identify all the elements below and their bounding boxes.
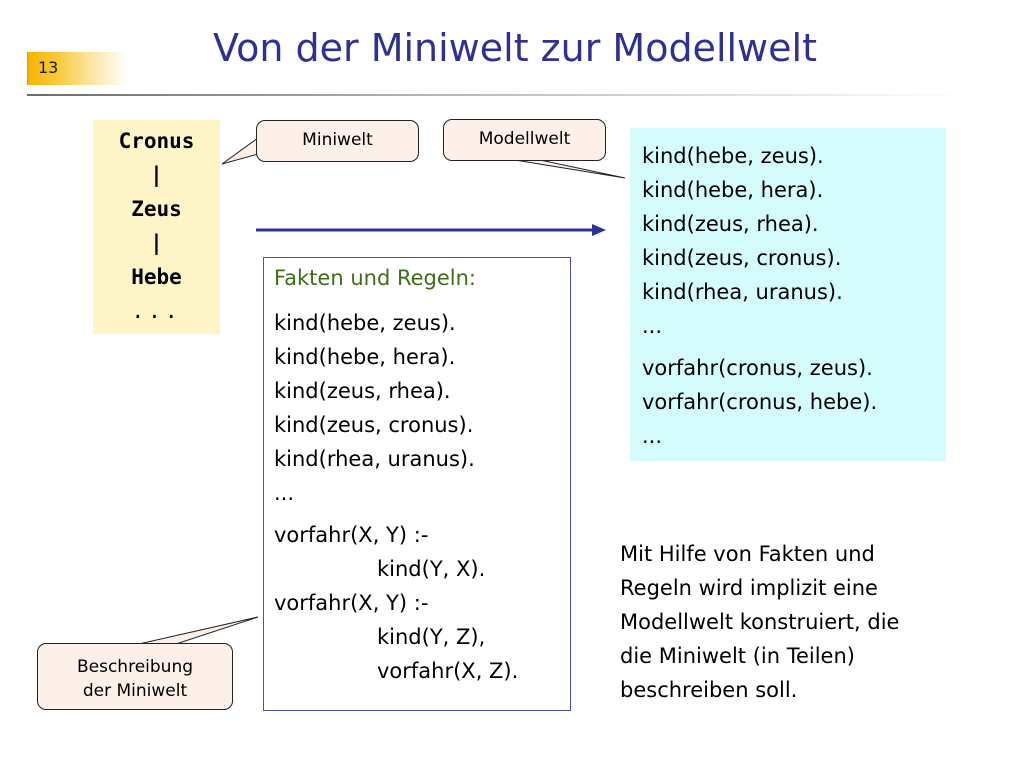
miniwelt-pointer [222, 138, 258, 164]
miniworld-line: Cronus [118, 129, 195, 153]
spacer [642, 343, 946, 351]
facts-and-rules-box [263, 257, 571, 711]
model-fact-line: kind(zeus, cronus). [642, 246, 842, 270]
model-derived-line: vorfahr(cronus, zeus). [642, 356, 873, 380]
model-fact-line: kind(rhea, uranus). [642, 280, 843, 304]
callout-miniwelt [256, 120, 419, 162]
miniworld-line: | [150, 163, 163, 187]
rule-line: vorfahr(X, Y) :- [274, 591, 429, 615]
callout-modellwelt [443, 119, 606, 161]
fact-line: kind(zeus, rhea). [274, 379, 451, 403]
beschreibung-pointer [130, 617, 258, 646]
explanation-line: beschreiben soll. [620, 678, 798, 702]
model-world-box [630, 128, 946, 461]
miniworld-line: Hebe [131, 265, 182, 289]
explanation-line: Modellwelt konstruiert, die [620, 610, 900, 634]
page-title: Von der Miniwelt zur Modellwelt [213, 26, 817, 70]
callout-beschreibung [37, 643, 233, 710]
rule-line: vorfahr(X, Z). [377, 659, 519, 683]
miniworld-ellipsis: ... [131, 299, 182, 323]
explanation-line: die Miniwelt (in Teilen) [620, 644, 855, 668]
model-derived-line: vorfahr(cronus, hebe). [642, 390, 878, 414]
model-derived-line: ... [642, 424, 663, 448]
modellwelt-pointer [515, 160, 625, 178]
callout-miniwelt-label: Miniwelt [302, 130, 373, 150]
explanation-line: Regeln wird implizit eine [620, 576, 878, 600]
miniworld-line: Zeus [131, 197, 182, 221]
model-fact-line: kind(hebe, zeus). [642, 144, 824, 168]
fact-line: kind(rhea, uranus). [274, 447, 475, 471]
rule-line: kind(Y, X). [377, 557, 486, 581]
explanation-line: Mit Hilfe von Fakten und [620, 542, 875, 566]
fact-line: kind(zeus, cronus). [274, 413, 474, 437]
explanation-text [620, 537, 980, 707]
slide-number: 13 [38, 58, 59, 77]
miniworld-box [93, 120, 220, 334]
model-fact-line: ... [642, 314, 663, 338]
miniworld-line: | [150, 231, 163, 255]
rule-line: vorfahr(X, Y) :- [274, 523, 429, 547]
spacer [274, 510, 570, 518]
model-fact-line: kind(zeus, rhea). [642, 212, 819, 236]
callout-beschreibung-line: Beschreibung [76, 657, 194, 677]
flow-arrow-head [592, 224, 606, 236]
title-divider [27, 94, 967, 96]
callout-modellwelt-label: Modellwelt [478, 129, 571, 149]
rule-line: kind(Y, Z), [377, 625, 486, 649]
callout-beschreibung-line: der Miniwelt [82, 681, 188, 701]
fact-line: kind(hebe, hera). [274, 345, 456, 369]
fact-line: ... [274, 481, 295, 505]
model-fact-line: kind(hebe, hera). [642, 178, 824, 202]
fact-line: kind(hebe, zeus). [274, 311, 456, 335]
facts-heading: Fakten und Regeln: [274, 266, 476, 290]
